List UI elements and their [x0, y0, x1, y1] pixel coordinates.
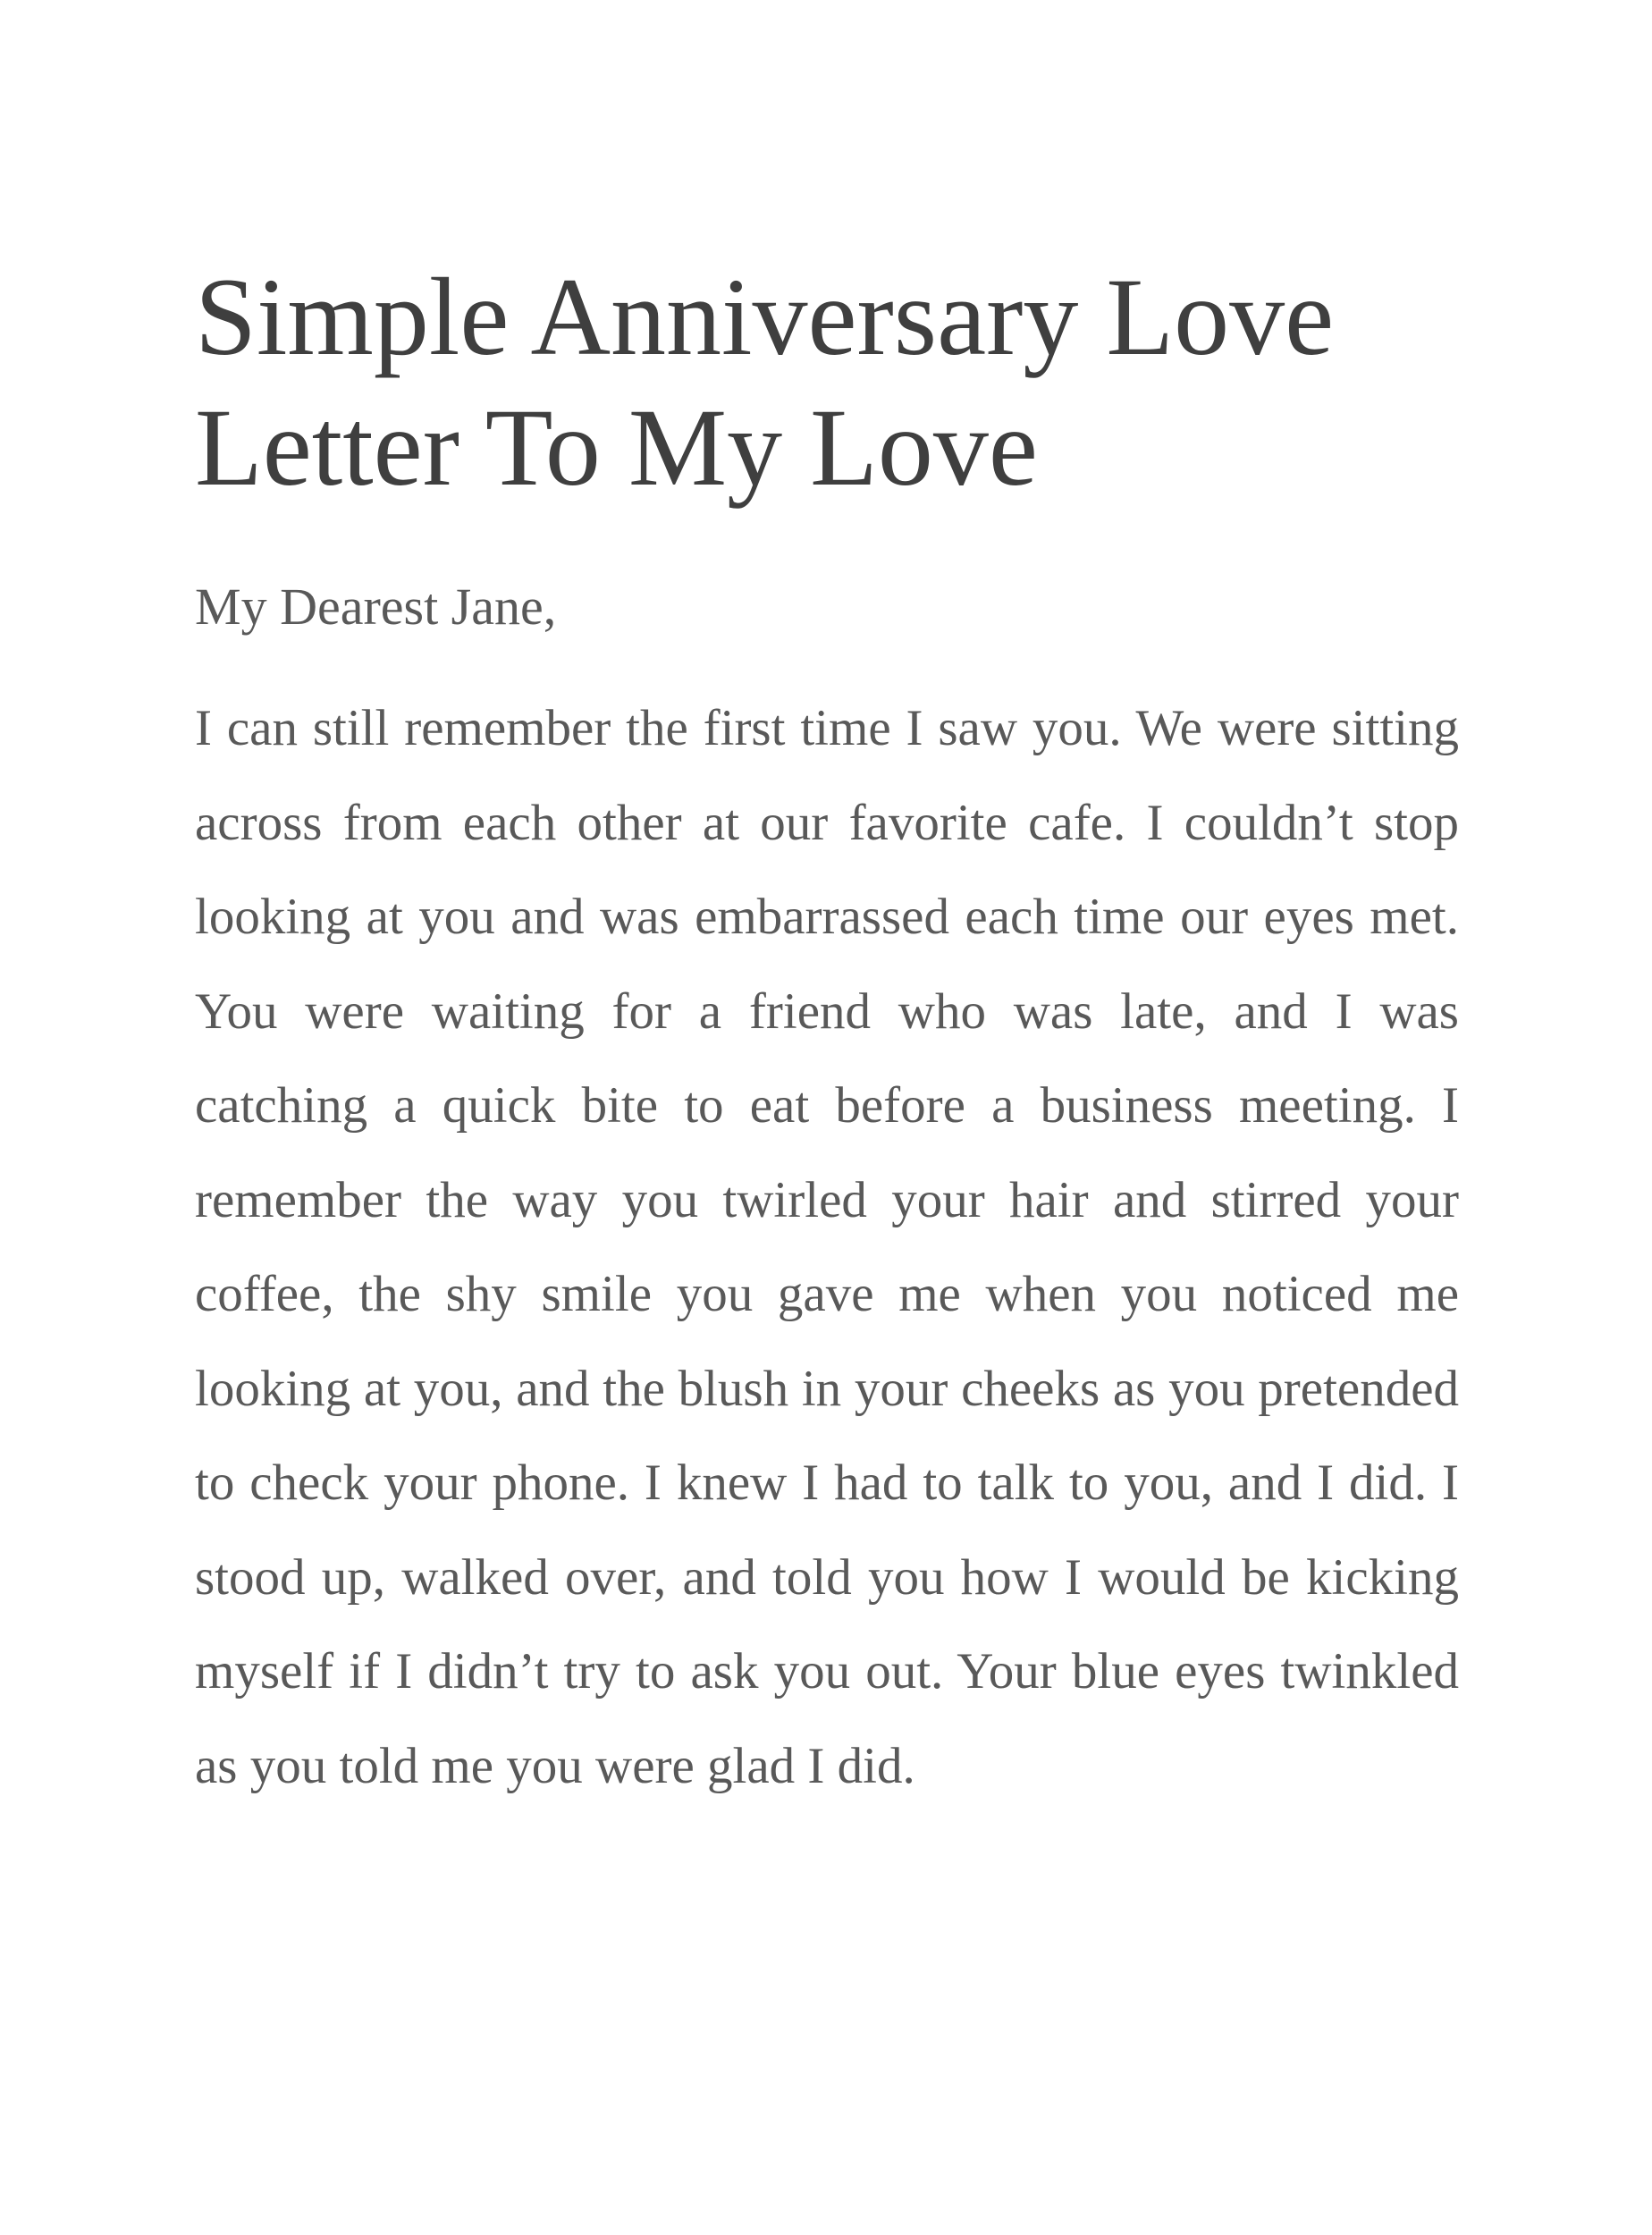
- letter-content: [195, 252, 1459, 1813]
- letter-salutation: My Dearest Jane,: [195, 578, 557, 636]
- letter-title: Simple Anniversary Love Letter To My Love: [195, 256, 1335, 509]
- letter-paragraph: I can still remember the first time I saw you. We were sitting across from each other at our favorite cafe. I couldn’t stop looking at you and was embarrassed each time our eyes met. You were waiting for a friend who was late, and I was catching a quick bite to eat before a business meeting. I remember the way you twirled your hair and stirred your coffee, the shy smile you gave me when you noticed me looking at you, and the blush in your cheeks as you pretended to check your phone. I knew I had to talk to you, and I did. I stood up, walked over, and told you how I would be kicking myself if I didn’t try to ask you out. Your blue eyes twinkled as you told me you were glad I did.: [195, 700, 1459, 1794]
